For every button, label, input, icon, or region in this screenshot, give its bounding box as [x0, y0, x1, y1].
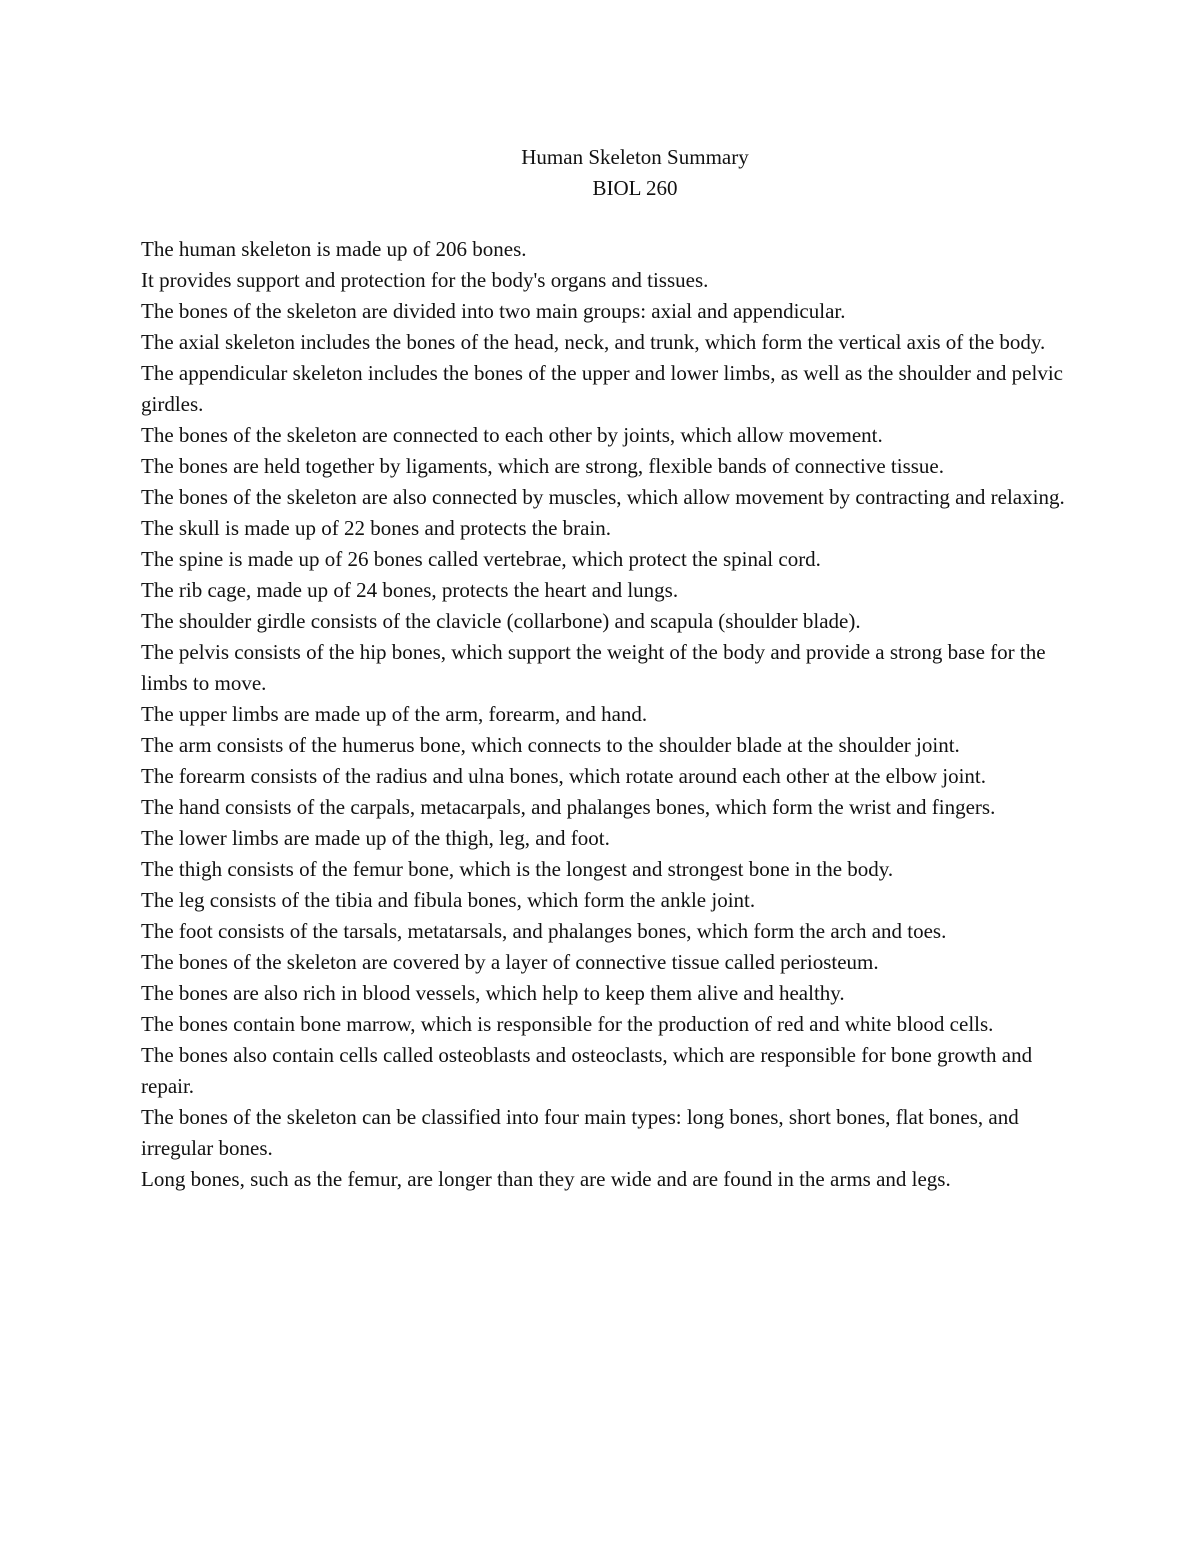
body-paragraph: The leg consists of the tibia and fibula bones, which form the ankle joint.: [141, 888, 756, 912]
body-paragraph: The lower limbs are made up of the thigh, leg, and foot.: [141, 826, 610, 850]
body-paragraph: The bones of the skeleton are covered by a layer of connective tissue called periosteum.: [141, 950, 879, 974]
body-paragraph: The thigh consists of the femur bone, which is the longest and strongest bone in the body.: [141, 857, 894, 881]
body-paragraph: The shoulder girdle consists of the clavicle (collarbone) and scapula (shoulder blade).: [141, 609, 861, 633]
body-paragraph: The skull is made up of 22 bones and protects the brain.: [141, 516, 612, 540]
body-paragraph: The bones of the skeleton can be classified into four main types: long bones, short bones, flat bones, and irregular bones.: [141, 1105, 1019, 1160]
body-paragraph: The pelvis consists of the hip bones, which support the weight of the body and provide a strong base for the limbs to move.: [141, 640, 1046, 695]
body-paragraph: The foot consists of the tarsals, metatarsals, and phalanges bones, which form the arch and toes.: [141, 919, 947, 943]
body-paragraph: The rib cage, made up of 24 bones, protects the heart and lungs.: [141, 578, 679, 602]
body-paragraph: The bones of the skeleton are connected to each other by joints, which allow movement.: [141, 423, 883, 447]
title-block: [0, 142, 1200, 204]
body-paragraph: The forearm consists of the radius and ulna bones, which rotate around each other at the elbow joint.: [141, 764, 986, 788]
document-body: [141, 234, 1071, 1195]
body-paragraph: Long bones, such as the femur, are longer than they are wide and are found in the arms and legs.: [141, 1167, 951, 1191]
body-paragraph: It provides support and protection for the body's organs and tissues.: [141, 268, 709, 292]
body-paragraph: The bones of the skeleton are divided into two main groups: axial and appendicular.: [141, 299, 846, 323]
body-paragraph: The hand consists of the carpals, metacarpals, and phalanges bones, which form the wrist and fingers.: [141, 795, 996, 819]
body-paragraph: The upper limbs are made up of the arm, forearm, and hand.: [141, 702, 648, 726]
body-paragraph: The appendicular skeleton includes the bones of the upper and lower limbs, as well as the shoulder and pelvic girdles.: [141, 361, 1063, 416]
body-paragraph: The bones are held together by ligaments, which are strong, flexible bands of connective tissue.: [141, 454, 945, 478]
document-title: Human Skeleton Summary: [521, 145, 749, 169]
body-paragraph: The human skeleton is made up of 206 bones.: [141, 237, 527, 261]
body-paragraph: The bones are also rich in blood vessels, which help to keep them alive and healthy.: [141, 981, 845, 1005]
body-paragraph: The spine is made up of 26 bones called vertebrae, which protect the spinal cord.: [141, 547, 821, 571]
body-paragraph: The axial skeleton includes the bones of the head, neck, and trunk, which form the vertical axis of the body.: [141, 330, 1046, 354]
body-paragraph: The bones contain bone marrow, which is responsible for the production of red and white blood cells.: [141, 1012, 994, 1036]
body-paragraph: The bones of the skeleton are also connected by muscles, which allow movement by contracting and relaxing.: [141, 485, 1065, 509]
body-paragraph: The arm consists of the humerus bone, which connects to the shoulder blade at the shoulder joint.: [141, 733, 960, 757]
course-code: BIOL 260: [592, 176, 678, 200]
body-paragraph: The bones also contain cells called osteoblasts and osteoclasts, which are responsible for bone growth and repair.: [141, 1043, 1033, 1098]
